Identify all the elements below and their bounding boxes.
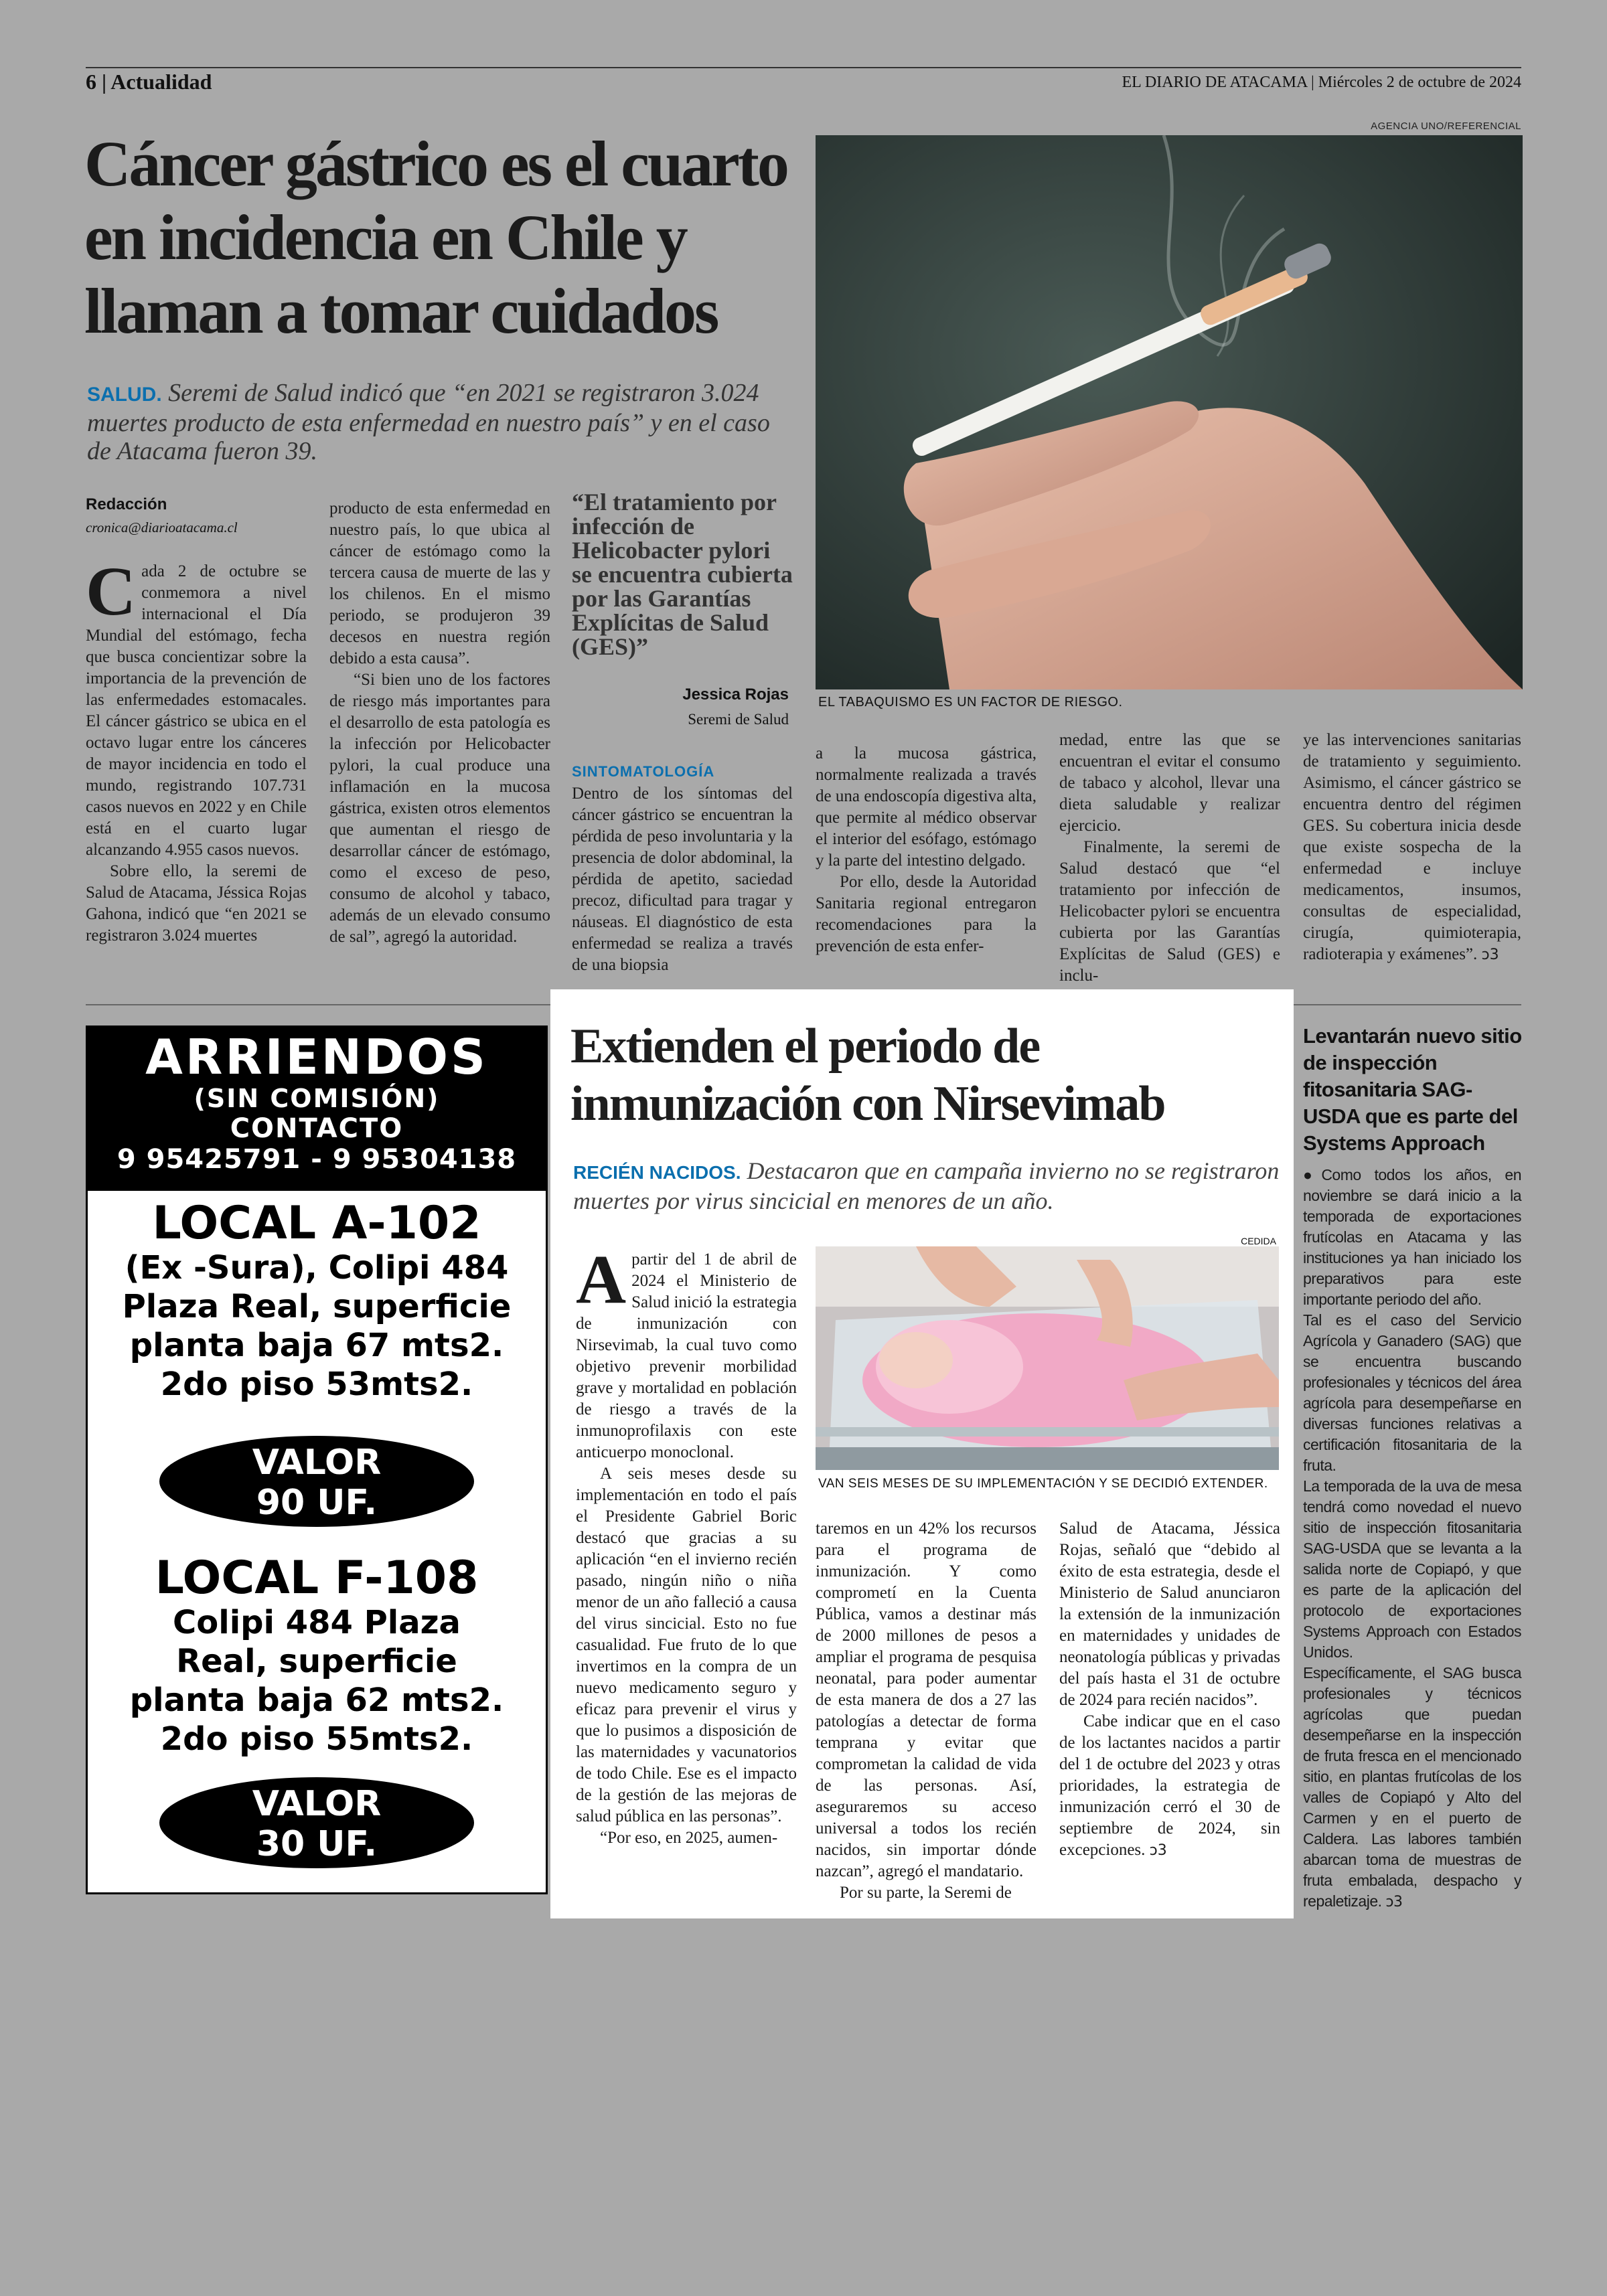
ad-phones: 9 95425791 - 9 95304138 xyxy=(117,1144,517,1175)
ad-local-1-value: 90 UF. xyxy=(256,1483,378,1523)
article1-pull-quote: “El tratamiento por infección de Helicobacter pylori se encuentra cubierta por las Garantías Explícitas de Salud (GES)” xyxy=(572,489,793,660)
ad-local-2-text: Colipi 484 Plaza Real, superficie planta baja 62 mts2. 2do piso 55mts2. xyxy=(129,1604,504,1758)
article2-paragraph: A seis meses desde su implementación en todo el país el Presidente Gabriel Boric destacó que gracias a su aplicación “en el invierno recién pasado, ningún niño o niña menor de un año falleció a causa del virus sincicial. Esto no fue casualidad. Fue fruto de lo que invertimos en la compra de un nuevo medicamento seguro y eficaz para prevenir el virus y que lo pusimos a disposición de las maternidades y vacunatorios de todo Chile. Ese es el impacto de la gestión de las mejoras de salud pública en las personas”. xyxy=(576,1465,797,1825)
article1-deck-tag: SALUD. xyxy=(87,384,162,406)
rental-advertisement xyxy=(86,1026,548,1894)
ad-contact-label: CONTACTO xyxy=(230,1113,404,1144)
ad-local-1-value-label: VALOR xyxy=(252,1443,382,1483)
ad-local-2-value-label: VALOR xyxy=(252,1784,382,1824)
header-rule xyxy=(86,67,1521,68)
article2-column-2 xyxy=(816,1518,1037,1904)
article1-paragraph: Sobre ello, la seremi de Salud de Atacama, Jéssica Rojas Gahona, indicó que “en 2021 se registraron 3.024 muertes xyxy=(86,862,307,945)
article1-column-6 xyxy=(1303,730,1521,966)
article1-quote-author: Jessica Rojas xyxy=(682,685,789,704)
article1-deck-text: Seremi de Salud indicó que “en 2021 se registraron 3.024 muertes producto de esta enfermedad en nuestro país” y en el caso de Atacama fueron 39. xyxy=(87,379,770,465)
article1-paragraph: Finalmente, la seremi de Salud destacó que “el tratamiento por infección de Helicobacter pylori se encuentra cubierta por las Garantías Explícitas de Salud (GES) e inclu- xyxy=(1059,838,1280,985)
sidebar-body xyxy=(1303,1165,1521,1912)
article1-dropcap: C xyxy=(86,553,137,630)
article2-paragraph: taremos en un 42% los recursos para el programa de inmunización. Y como comprometí en la Cuenta Pública, vamos a destinar más de 2000 millones de pesos a ampliar el programa de pesquisa neonatal, para poder aumentar de esta manera de dos a 27 las patologías a detectar de forma temprana y evitar que comprometan la calidad de vida de las personas. Así, aseguraremos su acceso universal a todos los recién nacidos, sin importar dónde nazcan”, agregó el mandatario. xyxy=(816,1520,1037,1880)
end-mark-icon: ↄ3 xyxy=(1149,1842,1167,1859)
article1-paragraph: producto de esta enfermedad en nuestro país, lo que ubica al cáncer de estómago como la tercera causa de muerte de las y los chilenos. En el mismo periodo, se produjeron 39 decesos en nuestra región debido a esta causa”. xyxy=(329,499,550,667)
page-section: 6 | Actualidad xyxy=(86,70,212,94)
end-mark-icon: ↄ3 xyxy=(1481,947,1499,963)
sidebar-headline: Levantarán nuevo sitio de inspección fitosanitaria SAG-USDA que es parte del Systems Approach xyxy=(1303,1024,1522,1155)
article2-photo-caption: VAN SEIS MESES DE SU IMPLEMENTACIÓN Y SE DECIDIÓ EXTENDER. xyxy=(818,1477,1268,1491)
ad-local-1-price-oval xyxy=(159,1436,474,1527)
article1-column-2 xyxy=(329,498,550,948)
article2-column-1 xyxy=(576,1241,797,1849)
article1-column-4 xyxy=(816,743,1037,957)
article1-column-3 xyxy=(572,783,793,976)
article2-photo-credit: CEDIDA xyxy=(1241,1236,1276,1246)
newborn-bassinet-illustration xyxy=(816,1246,1279,1470)
article2-dropcap: A xyxy=(576,1241,627,1318)
article2-paragraph: Por su parte, la Seremi de xyxy=(840,1884,1012,1902)
article1-column-5 xyxy=(1059,730,1280,987)
ad-local-1-title: LOCAL A-102 xyxy=(152,1197,481,1250)
article1-subhead: SINTOMATOLOGÍA xyxy=(572,763,715,780)
article2-column-3 xyxy=(1059,1518,1280,1862)
article1-author-email: cronica@diarioatacama.cl xyxy=(86,519,238,536)
article1-paragraph: ada 2 de octubre se conmemora a nivel internacional el Día Mundial del estómago, fecha que busca concientizar sobre la importancia de la prevención de las enfermedades estomacales. El cáncer gástrico se ubica en el octavo lugar entre los cánceres de mayor incidencia en todo el mundo, registrando 107.731 casos nuevos en 2022 y en Chile está en el cuarto lugar alcanzando 4.955 casos nuevos. xyxy=(86,562,307,859)
article2-deck xyxy=(573,1157,1283,1215)
article1-paragraph: a la mucosa gástrica, normalmente realizada a través de una endoscopía digestiva alta, que permite al médico observar el interior del esófago, estómago y la parte del intestino delgado. xyxy=(816,744,1037,870)
article1-author: Redacción xyxy=(86,495,167,513)
ad-title: ARRIENDOS xyxy=(145,1029,488,1085)
sidebar-paragraph: Específicamente, el SAG busca profesionales y técnicos agrícolas que puedan desempeñarse en la inspección de fruta fresca en el mencionado sitio, en plantas frutícolas de los valles de Copiapó y Alto del Carmen y en el puerto de Caldera. Las labores también abarcan toma de muestras de fruta embalada, despacho y repaletizaje. xyxy=(1303,1664,1521,1910)
ad-header-block xyxy=(88,1028,546,1191)
cigarette-hand-illustration xyxy=(816,135,1523,689)
article1-column-1 xyxy=(86,553,307,947)
article2-photo-newborn xyxy=(816,1246,1279,1470)
ad-local-1-text: (Ex -Sura), Colipi 484 Plaza Real, superficie planta baja 67 mts2. 2do piso 53mts2. xyxy=(122,1249,512,1403)
article2-deck-tag: RECIÉN NACIDOS. xyxy=(573,1162,741,1183)
ad-local-2 xyxy=(88,1554,546,1758)
article1-quote-role: Seremi de Salud xyxy=(688,711,789,728)
article1-paragraph: Dentro de los síntomas del cáncer gástrico se encuentran la pérdida de peso involuntaria y la presencia de dolor abdominal, la pérdida de apetito, saciedad precoz, dificultad para tragar y náuseas. El diagnóstico de esta enfermedad se realiza a través de una biopsia xyxy=(572,785,793,974)
article2-headline: Extienden el periodo de inmunización con Nirsevimab xyxy=(570,1019,1165,1131)
ad-local-2-price-oval xyxy=(159,1777,474,1868)
article2-paragraph: partir del 1 de abril de 2024 el Ministerio de Salud inició la estrategia de inmunización con Nirsevimab, la cual tuvo como objetivo prevenir morbilidad grave y mortalidad en población de riesgo a través de la inmunoprofilaxis con este anticuerpo monoclonal. xyxy=(576,1250,797,1461)
ad-local-2-value: 30 UF. xyxy=(256,1824,378,1864)
article2-paragraph: Salud de Atacama, Jéssica Rojas, señaló que “debido al éxito de esta estrategia, desde el Ministerio de Salud anunciaron la extensión de la inmunización en maternidades y unidades de neonatología públicas y privadas del país hasta el 31 de octubre de 2024 para recién nacidos”. xyxy=(1059,1520,1280,1709)
sidebar-paragraph: ●Como todos los años, en noviembre se dará inicio a la temporada de exportaciones frutícolas en Atacama y las instituciones ya han iniciado los preparativos para este importante periodo del año. xyxy=(1303,1166,1521,1308)
sidebar-paragraph: Tal es el caso del Servicio Agrícola y Ganadero (SAG) que se encuentra buscando profesionales y técnicos del área agrícola para desempeñarse en diversas funciones relativas a certificación fitosanitaria de la fruta. xyxy=(1303,1311,1521,1474)
article1-photo-cigarette xyxy=(816,135,1523,689)
sidebar-paragraph: La temporada de la uva de mesa tendrá como novedad el nuevo sitio de inspección fitosanitaria SAG-USDA que se levanta a la salida norte de Copiapó, y que es parte de la aplicación del protocolo de exportaciones Systems Approach con Estados Unidos. xyxy=(1303,1477,1521,1661)
article1-photo-credit: AGENCIA UNO/REFERENCIAL xyxy=(1371,120,1521,132)
article1-photo-caption: EL TABAQUISMO ES UN FACTOR DE RIESGO. xyxy=(818,695,1123,710)
article2-deck-text: Destacaron que en campaña invierno no se registraron muertes por virus sincicial en menores de un año. xyxy=(573,1157,1280,1214)
end-mark-icon: ↄ3 xyxy=(1385,1894,1403,1910)
article2-paragraph: “Por eso, en 2025, aumen- xyxy=(600,1829,778,1847)
ad-subtitle: (SIN COMISIÓN) xyxy=(194,1084,440,1113)
article1-paragraph: ye las intervenciones sanitarias de tratamiento y seguimiento. Asimismo, el cáncer gástrico se encuentra dentro del régimen GES. Su cobertura inicia desde que existe sospecha de la enfermedad e incluye medicamentos, insumos, consultas de especialidad, cirugía, quimioterapia, radioterapia y exámenes”. xyxy=(1303,731,1521,963)
ad-local-2-title: LOCAL F-108 xyxy=(155,1552,479,1605)
article2-paragraph: Cabe indicar que en el caso de los lactantes nacidos a partir del 1 de octubre del 2023 y otras prioridades, la estrategia de inmunización cerró el 30 de septiembre de 2024, sin excepciones. xyxy=(1059,1712,1280,1859)
article1-paragraph: medad, entre las que se encuentran el evitar el consumo de tabaco y alcohol, llevar una dieta saludable y realizar ejercicio. xyxy=(1059,731,1280,835)
ad-local-1 xyxy=(88,1199,546,1404)
publication-date: EL DIARIO DE ATACAMA | Miércoles 2 de octubre de 2024 xyxy=(1122,74,1521,91)
article1-headline: Cáncer gástrico es el cuarto en incidencia en Chile y llaman a tomar cuidados xyxy=(84,128,787,347)
article1-deck xyxy=(87,379,777,465)
article1-paragraph: “Si bien uno de los factores de riesgo más importantes para el desarrollo de esta patología es la infección por Helicobacter pylori, la cual produce una inflamación en la mucosa gástrica, existen otros elementos que aumentan el riesgo de desarrollar cáncer de estómago, como el exceso de peso, consumo de alcohol y tabaco, además de un elevado consumo de sal”, agregó la autoridad. xyxy=(329,671,550,946)
article1-paragraph: Por ello, desde la Autoridad Sanitaria regional entregaron recomendaciones para la prevención de esta enfer- xyxy=(816,873,1037,955)
